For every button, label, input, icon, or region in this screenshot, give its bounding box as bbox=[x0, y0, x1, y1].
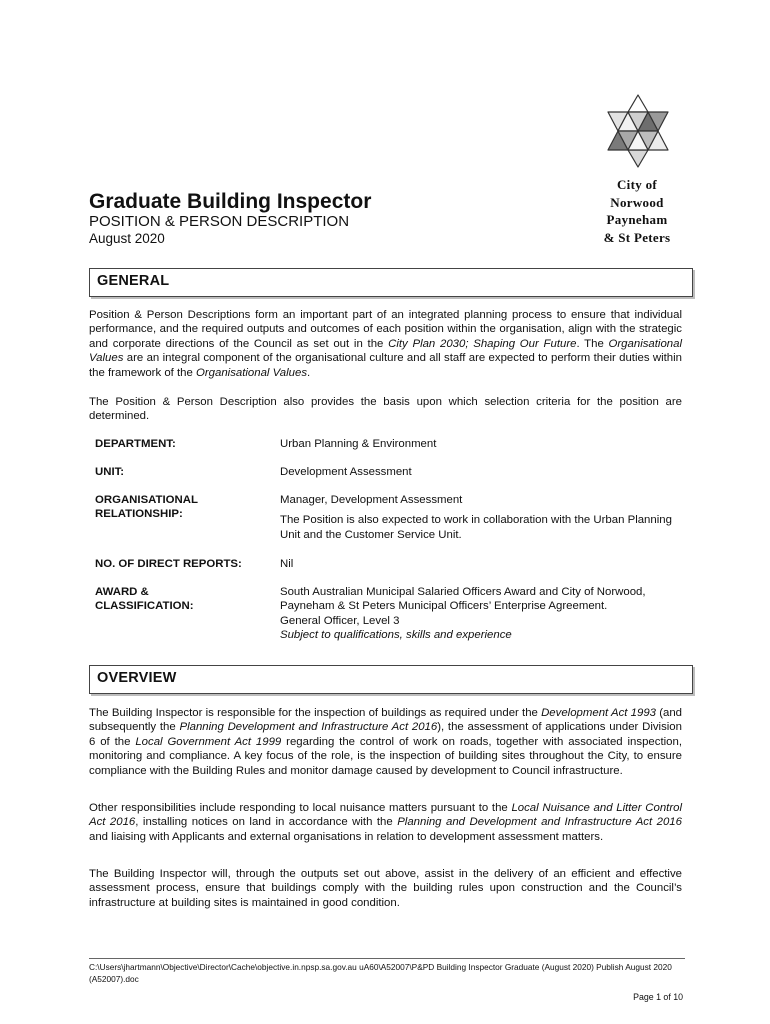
organisational-relationship-value: Manager, Development Assessment The Position is also expected to work in collaboration with the Urban Planning Unit and the Customer Service Unit. bbox=[280, 494, 672, 541]
council-name bbox=[592, 176, 682, 246]
council-name-line-1: City of bbox=[616, 177, 657, 192]
direct-reports-label: NO. OF DIRECT REPORTS: bbox=[95, 558, 242, 570]
overview-paragraph-3: The Building Inspector will, through the outputs set out above, assist in the delivery of an efficient and effective assessment process, ensure that buildings comply with the building rules upon construction and the Council’s infrastructure at building sites is maintained in good condition. bbox=[89, 868, 682, 909]
overview-paragraph-1: The Building Inspector is responsible for the inspection of buildings as required under the Development Act 1993 (and subsequently the Planning Development and Infrastructure Act 2016), the assessment of applications under Division 6 of the Local Government Act 1999 regarding the control of work on roads, together with associated inspection, monitoring and compliance. A key focus of the role, is the inspection of building sites throughout the City, to ensure compliance with the Building Rules and monitor damage caused by development to Council infrastructure. bbox=[89, 707, 682, 777]
direct-reports-value: Nil bbox=[280, 558, 294, 570]
general-section-heading bbox=[89, 268, 693, 297]
organisational-relationship-label: ORGANISATIONAL RELATIONSHIP: bbox=[95, 494, 198, 521]
award-classification-label: AWARD & CLASSIFICATION: bbox=[95, 586, 194, 613]
department-value: Urban Planning & Environment bbox=[280, 438, 437, 450]
unit-value: Development Assessment bbox=[280, 466, 412, 478]
council-name-line-3: Payneham bbox=[606, 212, 668, 227]
document-subtitle: POSITION & PERSON DESCRIPTION bbox=[89, 213, 350, 230]
general-paragraph-2: The Position & Person Description also provides the basis upon which selection criteria for the position are determined. bbox=[89, 396, 682, 423]
council-logo-star-icon bbox=[596, 93, 680, 169]
general-heading-text: GENERAL bbox=[97, 273, 170, 289]
department-label: DEPARTMENT: bbox=[95, 438, 176, 450]
overview-section-heading bbox=[89, 665, 693, 694]
general-paragraph-1: Position & Person Descriptions form an important part of an integrated planning process to ensure that individual performance, and the required outputs and outcomes of each position within the organisation, align with the strategic and corporate directions of the Council as set out in the City Plan 2030; Shaping Our Future. The Organisational Values are an integral component of the organisational culture and all staff are expected to perform their duties within the framework of the Organisational Values. bbox=[89, 309, 682, 379]
document-title: Graduate Building Inspector bbox=[89, 190, 372, 213]
unit-label: UNIT: bbox=[95, 466, 125, 478]
award-classification-value: South Australian Municipal Salaried Officers Award and City of Norwood, Payneham & St Peters Municipal Officers’ Enterprise Agreement. General Officer, Level 3 Subject to qualifications, skills and experience bbox=[280, 586, 646, 642]
footer-divider bbox=[89, 958, 685, 959]
page-number: Page 1 of 10 bbox=[633, 992, 683, 1002]
footer-file-path: C:\Users\jhartmann\Objective\Director\Cache\objective.in.npsp.sa.gov.au uA60\A52007\P&PD Building Inspector Graduate (August 2020) Publish August 2020 (A52007).doc bbox=[89, 962, 672, 984]
document-date: August 2020 bbox=[89, 231, 165, 246]
council-name-line-2: Norwood bbox=[610, 194, 664, 210]
overview-heading-text: OVERVIEW bbox=[97, 670, 177, 686]
council-name-line-4: & St Peters bbox=[603, 229, 671, 245]
overview-paragraph-2: Other responsibilities include responding to local nuisance matters pursuant to the Local Nuisance and Litter Control Act 2016, installing notices on land in accordance with the Planning and Development and Infrastructure Act 2016 and liaising with Applicants and external organisations in relation to development assessment matters. bbox=[89, 802, 682, 843]
